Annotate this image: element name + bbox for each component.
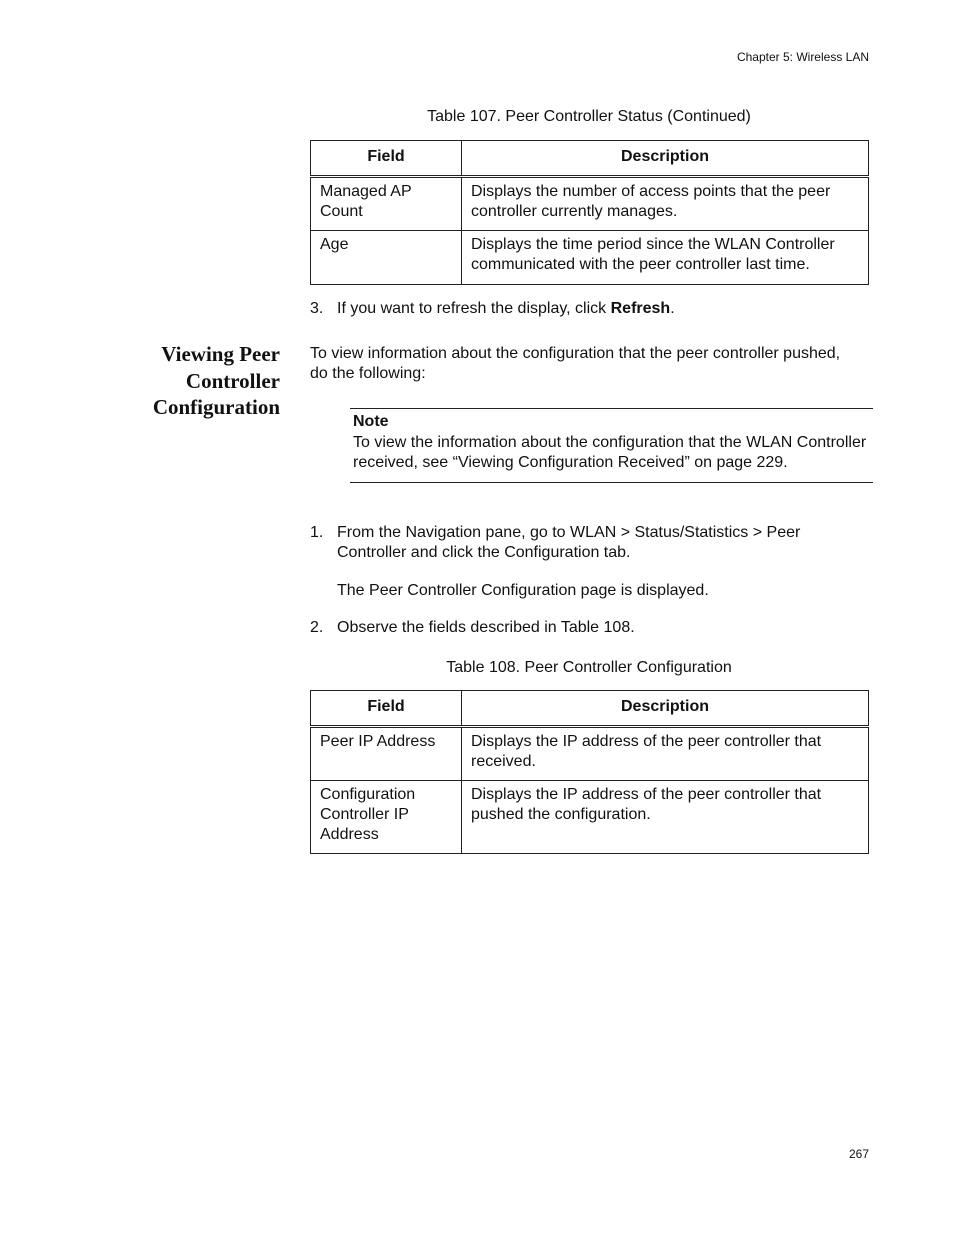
refresh-label: Refresh [610,300,671,317]
description-cell: Displays the IP address of the peer controller that received. [462,727,869,781]
column-header-description: Description [462,691,869,727]
step-number: 2. [310,619,324,636]
step-2 [310,618,850,638]
step-1 [310,523,850,561]
table-row [311,231,869,285]
table-107-caption: Table 107. Peer Controller Status (Continued) [427,108,751,125]
table-row [311,781,869,854]
step-text: From the Navigation pane, go to WLAN > Status/Statistics > Peer Controller and click the Configuration tab. [337,524,801,561]
field-cell: Configuration Controller IP Address [311,781,462,854]
step-number: 3. [310,300,324,317]
step-3 [310,299,850,319]
column-header-description: Description [462,141,869,177]
page-number: 267 [848,1147,869,1161]
description-cell: Displays the time period since the WLAN Controller communicated with the peer controller last time. [462,231,869,285]
description-cell: Displays the IP address of the peer controller that pushed the configuration. [462,781,869,854]
field-cell: Peer IP Address [311,727,462,781]
table-107 [310,140,869,285]
section-intro: To view information about the configuration that the peer controller pushed, do the following: [310,345,841,382]
note-label: Note [353,413,389,430]
table-108 [310,690,869,854]
note-text: To view the information about the configuration that the WLAN Controller received, see “Viewing Configuration Received” on page 229. [353,433,867,471]
step-text: If you want to refresh the display, click Refresh. [337,300,675,317]
column-header-field: Field [311,141,462,177]
step-text: Observe the fields described in Table 108. [337,619,635,636]
step-1-result: The Peer Controller Configuration page is displayed. [337,582,709,599]
table-row [311,177,869,231]
table-108-caption: Table 108. Peer Controller Configuration [446,659,732,676]
step-number: 1. [310,524,324,541]
field-cell: Age [311,231,462,285]
running-header: Chapter 5: Wireless LAN [736,50,869,64]
description-cell: Displays the number of access points that the peer controller currently manages. [462,177,869,231]
column-header-field: Field [311,691,462,727]
section-title: Viewing Peer Controller Configuration [152,342,280,419]
note-box [350,408,873,483]
table-row [311,727,869,781]
field-cell: Managed AP Count [311,177,462,231]
